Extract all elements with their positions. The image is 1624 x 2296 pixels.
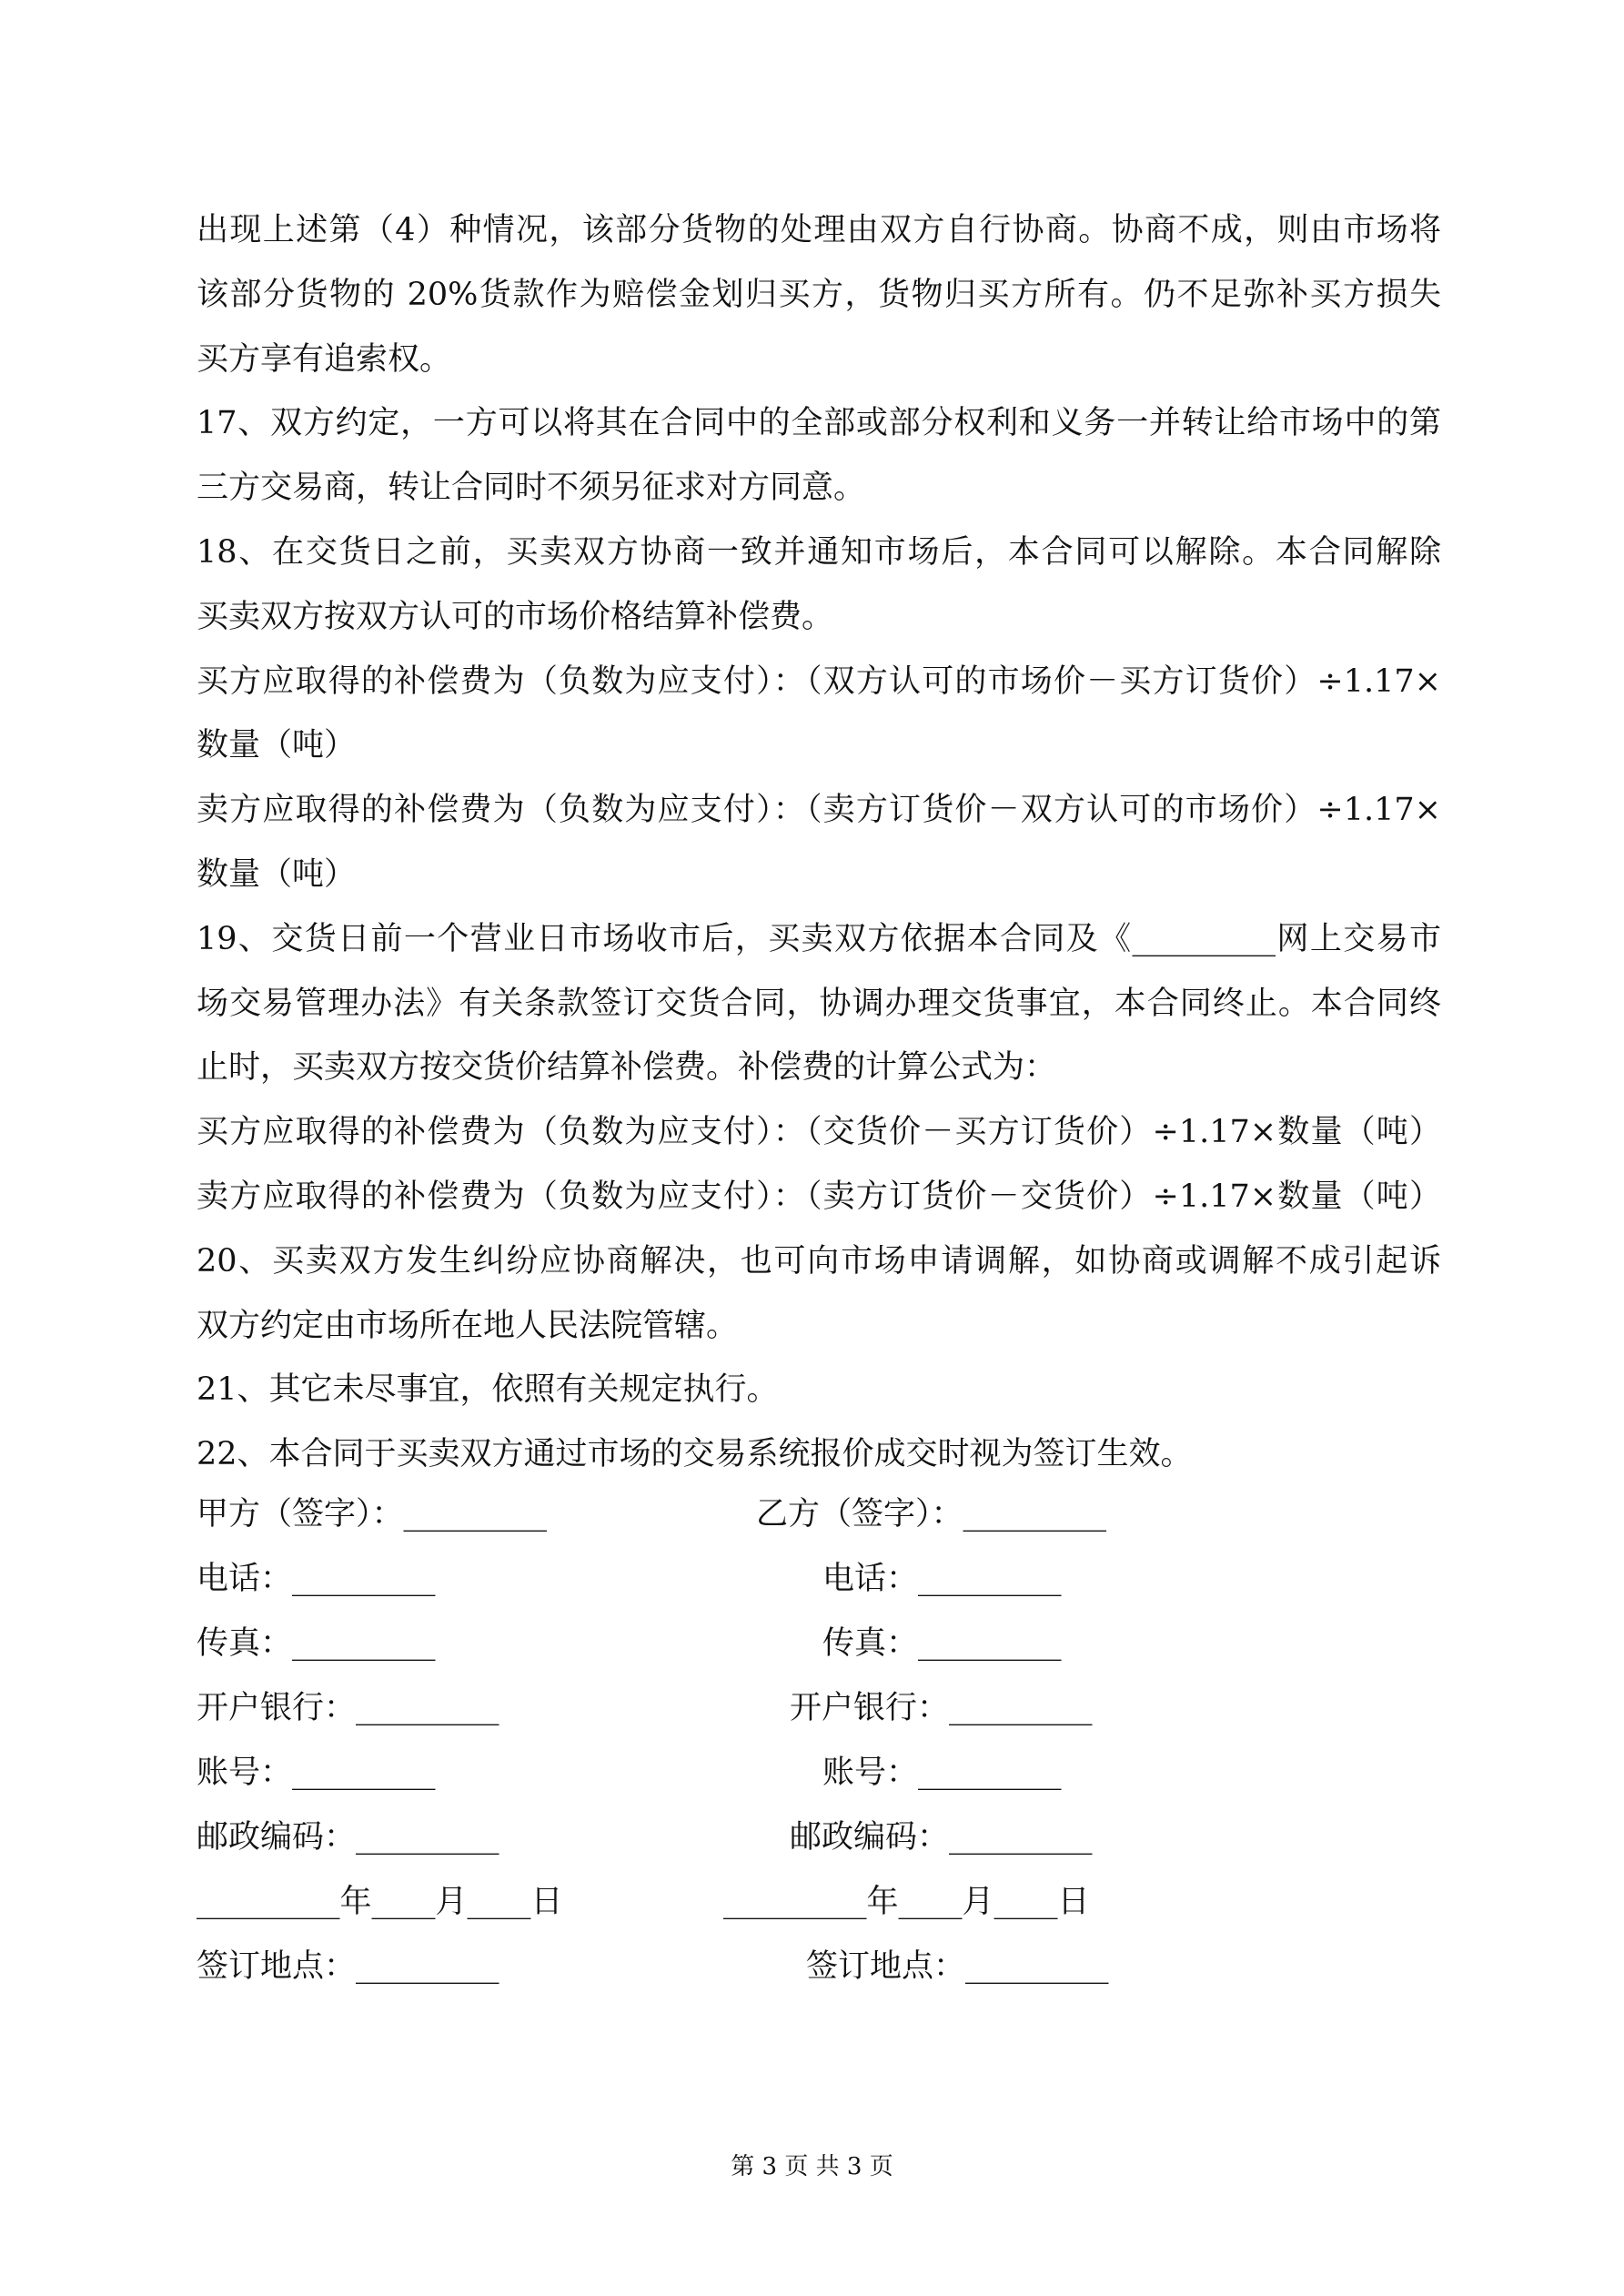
text-line: 买卖双方按双方认可的市场价格结算补偿费。: [197, 598, 834, 635]
party-b-date: _________年____月____日: [723, 1884, 1090, 1920]
text-line: 双方约定由市场所在地人民法院管辖。: [197, 1307, 739, 1344]
party-b-place: 签订地点：_________: [806, 1948, 1109, 1985]
party-b-phone: 电话：_________: [822, 1561, 1062, 1597]
party-b-signature: 乙方（签字）：_________: [756, 1496, 1107, 1532]
party-a-bank: 开户银行：_________: [197, 1690, 499, 1726]
text-line: 出现上述第（4）种情况，该部分货物的处理由双方自行协商。协商不成，则由市场将: [197, 212, 1441, 248]
party-b-postcode: 邮政编码：_________: [790, 1819, 1093, 1856]
party-a-account: 账号：_________: [197, 1755, 436, 1791]
text-line: 买方应取得的补偿费为（负数为应支付）：（双方认可的市场价－买方订货价）÷1.17×: [197, 663, 1441, 700]
text-line: 20、买卖双方发生纠纷应协商解决，也可向市场申请调解，如协商或调解不成引起诉: [197, 1242, 1441, 1279]
text-line: 三方交易商，转让合同时不须另征求对方同意。: [197, 470, 866, 507]
text-line: 场交易管理办法》有关条款签订交货合同，协调办理交货事宜，本合同终止。本合同终: [197, 985, 1441, 1022]
text-line: 该部分货物的 20%货款作为赔偿金划归买方，货物归买方所有。仍不足弥补买方损失: [197, 276, 1441, 313]
text-line: 18、在交货日之前，买卖双方协商一致并通知市场后，本合同可以解除。本合同解除: [197, 533, 1441, 571]
party-a-fax: 传真：_________: [197, 1625, 436, 1662]
text-line: 22、本合同于买卖双方通过市场的交易系统报价成交时视为签订生效。: [197, 1436, 1193, 1473]
contract-body: [197, 198, 1441, 1487]
party-a-date: _________年____月____日: [197, 1884, 563, 1920]
text-line: 卖方应取得的补偿费为（负数为应支付）：（卖方订货价－交货价）÷1.17×数量（吨）: [197, 1178, 1441, 1215]
party-a-place: 签订地点：_________: [197, 1948, 499, 1985]
party-b-fax: 传真：_________: [822, 1625, 1062, 1662]
text-line: 止时，买卖双方按交货价结算补偿费。补偿费的计算公式为：: [197, 1049, 1057, 1087]
text-line: 买方应取得的补偿费为（负数为应支付）：（交货价－买方订货价）÷1.17×数量（吨）: [197, 1114, 1441, 1151]
text-line: 买方享有追索权。: [197, 340, 452, 378]
text-line: 21、其它未尽事宜，依照有关规定执行。: [197, 1371, 779, 1409]
party-b-account: 账号：_________: [822, 1755, 1062, 1791]
page-footer: 第 3 页 共 3 页: [731, 2153, 893, 2180]
text-line: 数量（吨）: [197, 727, 357, 764]
party-a-phone: 电话：_________: [197, 1561, 436, 1597]
party-a-signature: 甲方（签字）：_________: [197, 1496, 548, 1532]
party-a-postcode: 邮政编码：_________: [197, 1819, 499, 1856]
party-b-bank: 开户银行：_________: [790, 1690, 1093, 1726]
text-line: 卖方应取得的补偿费为（负数为应支付）：（卖方订货价－双方认可的市场价）÷1.17×: [197, 792, 1441, 829]
text-line: 19、交货日前一个营业日市场收市后，买卖双方依据本合同及《_________网上交易市: [197, 920, 1441, 957]
text-line: 数量（吨）: [197, 855, 357, 893]
text-line: 17、双方约定，一方可以将其在合同中的全部或部分权利和义务一并转让给市场中的第: [197, 405, 1441, 442]
